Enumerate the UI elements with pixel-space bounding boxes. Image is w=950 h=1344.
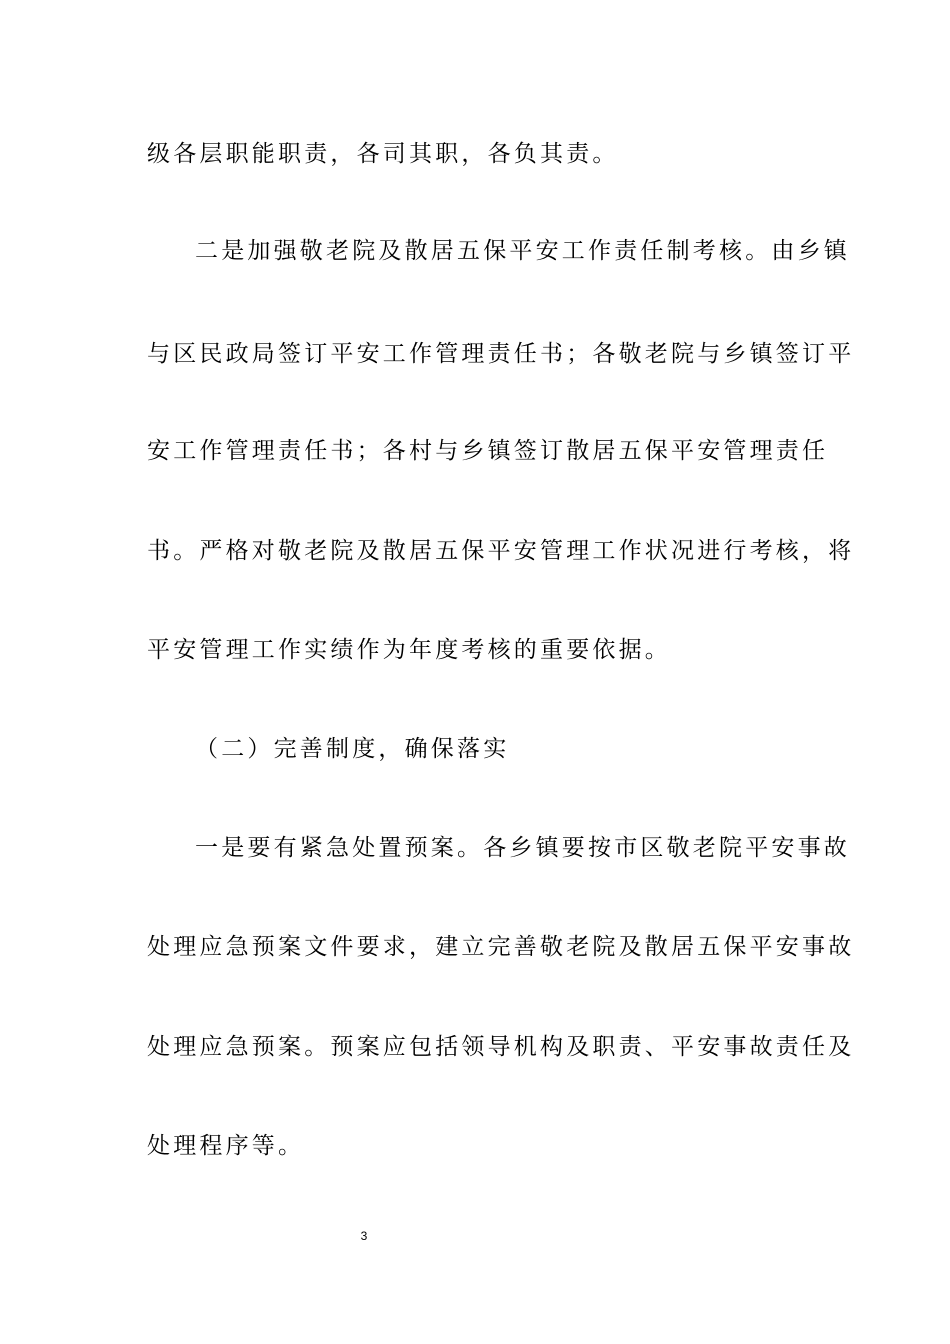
text-line-11: 处理程序等。 <box>147 1133 305 1159</box>
text-line-3: 与区民政局签订平安工作管理责任书；各敬老院与乡镇签订平 <box>147 341 855 367</box>
text-line-4: 安工作管理责任书；各村与乡镇签订散居五保平安管理责任 <box>147 438 829 464</box>
text-line-8: 一是要有紧急处置预案。各乡镇要按市区敬老院平安事故 <box>195 835 850 861</box>
page-number: 3 <box>360 1229 368 1243</box>
text-line-10: 处理应急预案。预案应包括领导机构及职责、平安事故责任及 <box>147 1034 855 1060</box>
text-line-1: 级各层职能职责，各司其职，各负其责。 <box>147 141 619 167</box>
text-line-6: 平安管理工作实绩作为年度考核的重要依据。 <box>147 637 671 663</box>
text-line-9: 处理应急预案文件要求，建立完善敬老院及散居五保平安事故 <box>147 934 855 960</box>
text-line-5: 书。严格对敬老院及散居五保平安管理工作状况进行考核，将 <box>147 538 855 564</box>
section-heading: （二）完善制度，确保落实 <box>195 736 510 762</box>
text-line-2: 二是加强敬老院及散居五保平安工作责任制考核。由乡镇 <box>195 238 850 264</box>
